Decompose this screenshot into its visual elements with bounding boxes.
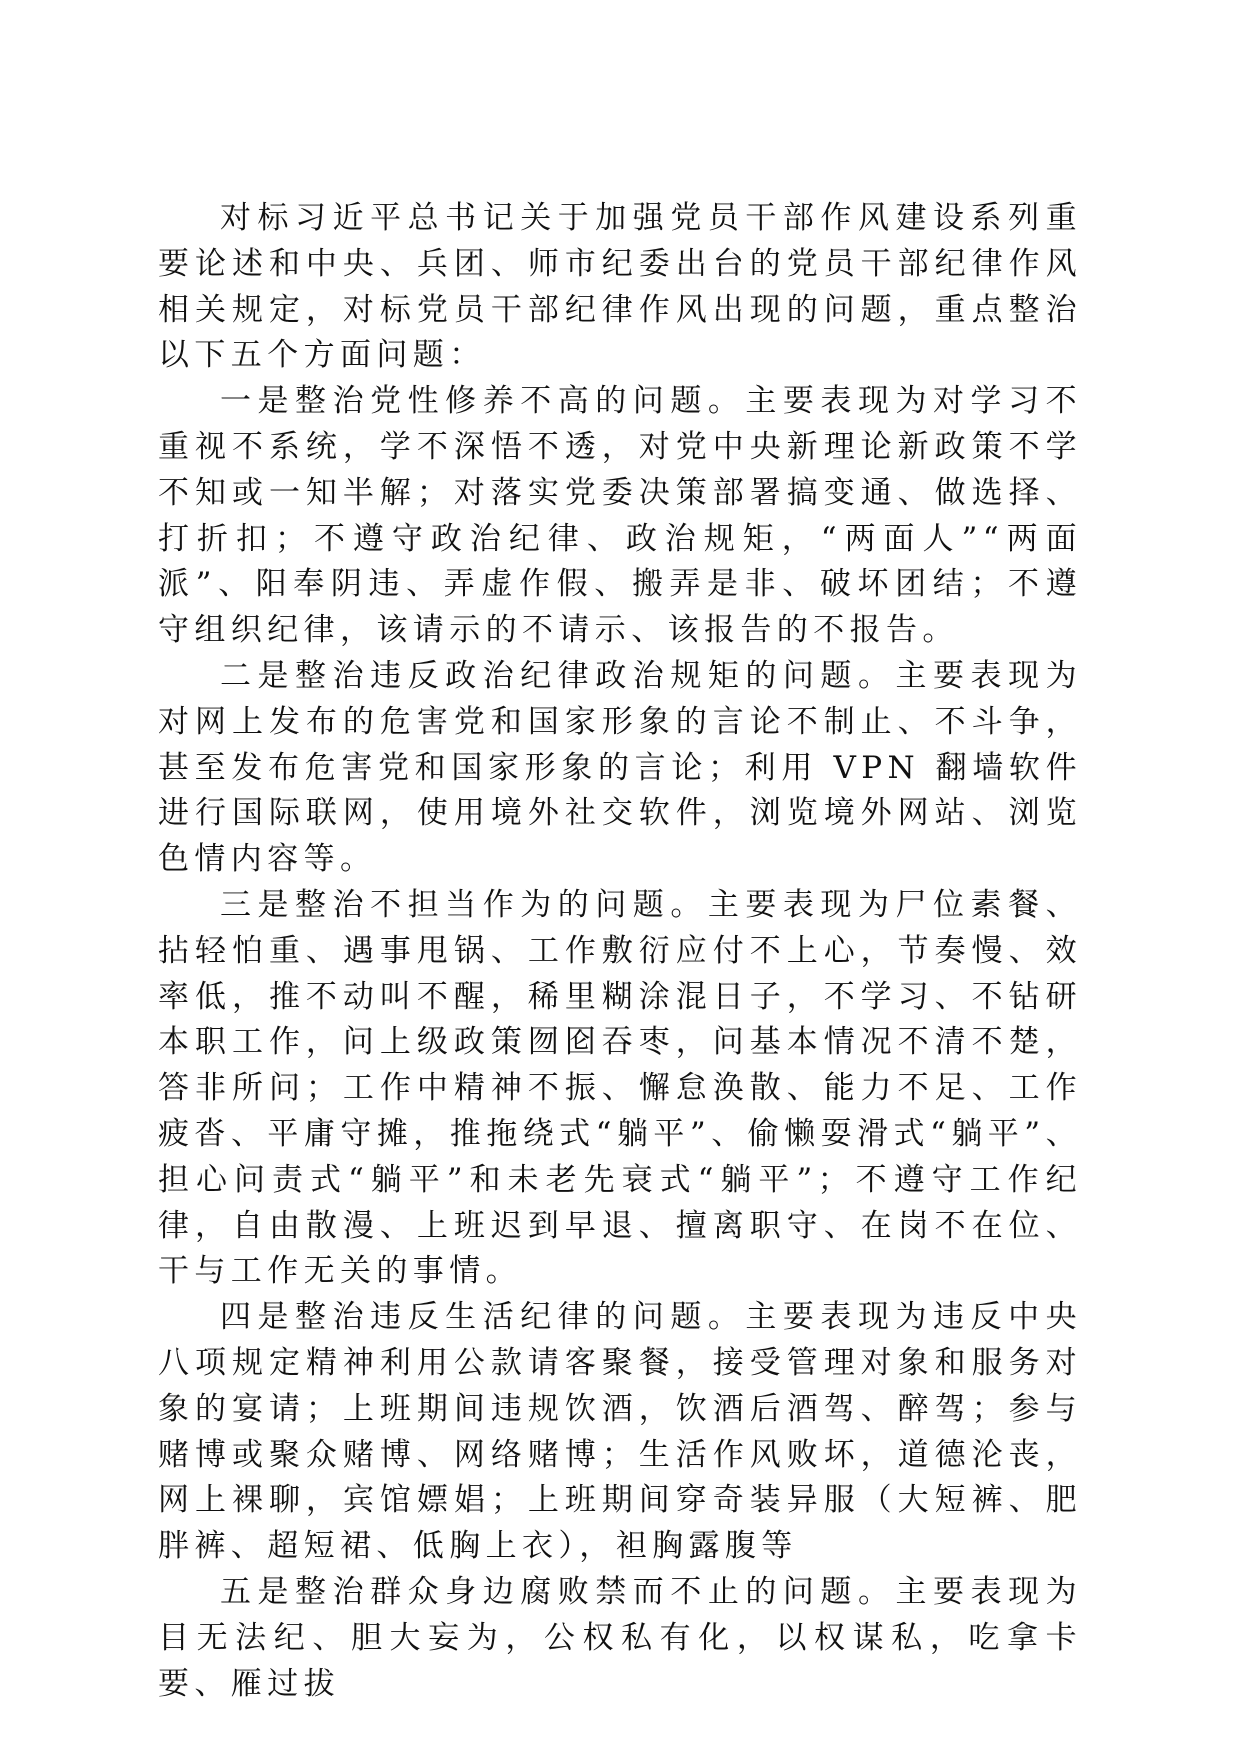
- paragraph-intro: 对标习近平总书记关于加强党员干部作风建设系列重要论述和中央、兵团、师市纪委出台的党员干部纪律作风相关规定，对标党员干部纪律作风出现的问题，重点整治以下五个方面问题：: [158, 200, 1082, 374]
- paragraph-item-3: 三是整治不担当作为的问题。主要表现为尸位素餐、拈轻怕重、遇事甩锅、工作敷衍应付不上心，节奏慢、效率低，推不动叫不醒，稀里糊涂混日子，不学习、不钻研本职工作，问上级政策囫囵吞枣，问基本情况不清不楚，答非所问；工作中精神不振、懈怠涣散、能力不足、工作疲沓、平庸守摊，推拖绕式“躺平”、偷懒耍滑式“躺平”、担心问责式“躺平”和未老先衰式“躺平”；不遵守工作纪律，自由散漫、上班迟到早退、擅离职守、在岗不在位、干与工作无关的事情。: [158, 886, 1082, 1290]
- paragraph-item-1: 一是整治党性修养不高的问题。主要表现为对学习不重视不系统，学不深悟不透，对党中央新理论新政策不学不知或一知半解；对落实党委决策部署搞变通、做选择、打折扣；不遵守政治纪律、政治规矩，“两面人”“两面派”、阳奉阴违、弄虚作假、搬弄是非、破坏团结；不遵守组织纪律，该请示的不请示、该报告的不报告。: [158, 383, 1082, 649]
- document-body: [158, 196, 1082, 1707]
- paragraph-item-5: 五是整治群众身边腐败禁而不止的问题。主要表现为目无法纪、胆大妄为，公权私有化，以权谋私，吃拿卡要、雁过拔: [158, 1573, 1082, 1702]
- paragraph-item-4: 四是整治违反生活纪律的问题。主要表现为违反中央八项规定精神利用公款请客聚餐，接受管理对象和服务对象的宴请；上班期间违规饮酒，饮酒后酒驾、醉驾；参与赌博或聚众赌博、网络赌博；生活作风败坏，道德沦丧，网上裸聊，宾馆嫖娼；上班期间穿奇装异服（大短裤、肥胖裤、超短裙、低胸上衣），袒胸露腹等: [158, 1299, 1082, 1565]
- paragraph-item-2: 二是整治违反政治纪律政治规矩的问题。主要表现为对网上发布的危害党和国家形象的言论不制止、不斗争，甚至发布危害党和国家形象的言论；利用 VPN 翻墙软件进行国际联网，使用境外社交软件，浏览境外网站、浏览色情内容等。: [158, 657, 1082, 878]
